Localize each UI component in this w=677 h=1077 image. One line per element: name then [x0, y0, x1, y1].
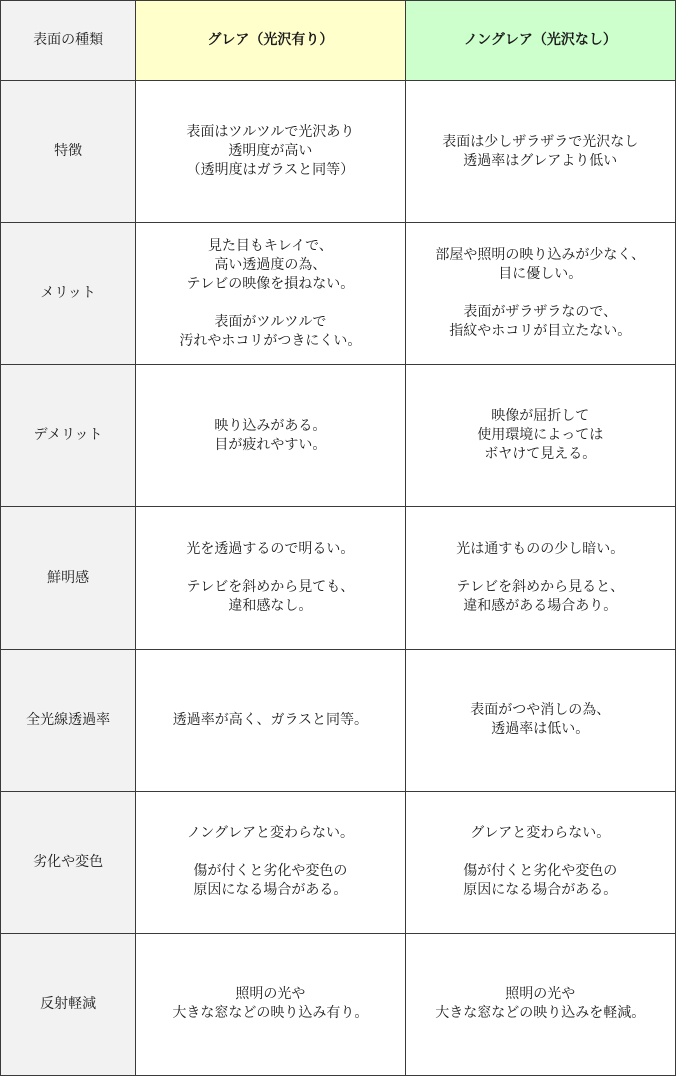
nonglare-cell: 光は通すものの少し暗い。 テレビを斜めから見ると、 違和感がある場合あり。 — [405, 507, 675, 649]
table-row-degradation — [1, 791, 676, 933]
glare-cell: 映り込みがある。 目が疲れやすい。 — [136, 365, 405, 507]
table-row-features — [1, 81, 676, 223]
row-label: 鮮明感 — [1, 507, 136, 649]
table-row-clarity — [1, 507, 676, 649]
glare-cell: 光を透過するので明るい。 テレビを斜めから見ても、 違和感なし。 — [136, 507, 405, 649]
glare-cell: 透過率が高く、ガラスと同等。 — [136, 649, 405, 791]
header-nonglare: ノングレア（光沢なし） — [405, 1, 675, 81]
row-label: デメリット — [1, 365, 136, 507]
table-row-merits — [1, 223, 676, 365]
glare-cell: 見た目もキレイで、 高い透過度の為、 テレビの映像を損ねない。 表面がツルツルで 汚れやホコリがつきにくい。 — [136, 223, 405, 365]
nonglare-cell: 照明の光や 大きな窓などの映り込みを軽減。 — [405, 933, 675, 1075]
row-label: 全光線透過率 — [1, 649, 136, 791]
nonglare-cell: 表面がつや消しの為、 透過率は低い。 — [405, 649, 675, 791]
header-surface-type: 表面の種類 — [1, 1, 136, 81]
glare-cell: ノングレアと変わらない。 傷が付くと劣化や変色の 原因になる場合がある。 — [136, 791, 405, 933]
nonglare-cell: 映像が屈折して 使用環境によっては ボヤけて見える。 — [405, 365, 675, 507]
header-glare: グレア（光沢有り） — [136, 1, 405, 81]
glare-cell: 表面はツルツルで光沢あり 透明度が高い （透明度はガラスと同等） — [136, 81, 405, 223]
row-label: 劣化や変色 — [1, 791, 136, 933]
nonglare-cell: 表面は少しザラザラで光沢なし 透過率はグレアより低い — [405, 81, 675, 223]
table-row-demerits — [1, 365, 676, 507]
row-label: メリット — [1, 223, 136, 365]
nonglare-cell: 部屋や照明の映り込みが少なく、 目に優しい。 表面がザラザラなので、 指紋やホコリが目立たない。 — [405, 223, 675, 365]
row-label: 反射軽減 — [1, 933, 136, 1075]
table-header-row — [1, 1, 676, 81]
row-label: 特徴 — [1, 81, 136, 223]
nonglare-cell: グレアと変わらない。 傷が付くと劣化や変色の 原因になる場合がある。 — [405, 791, 675, 933]
table-row-reflection — [1, 933, 676, 1075]
table-row-transmittance — [1, 649, 676, 791]
glare-cell: 照明の光や 大きな窓などの映り込み有り。 — [136, 933, 405, 1075]
